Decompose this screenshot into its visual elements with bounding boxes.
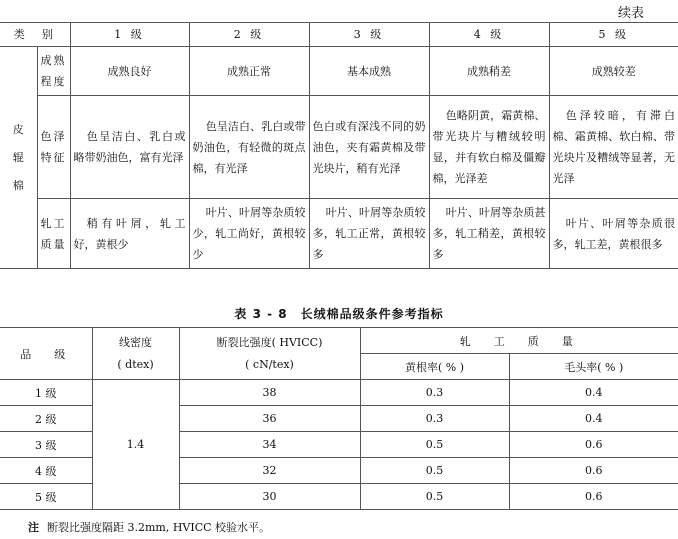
table1-cell: 色略阴黄，霜黄棉、带光块片与糟绒较明显，并有软白棉及僵瓣棉，光泽差 bbox=[429, 96, 549, 199]
strength-cell: 38 bbox=[179, 380, 360, 406]
table1-header-category: 类 别 bbox=[0, 23, 70, 47]
table1-cell: 色呈洁白、乳白或带奶油色，有轻微的斑点棉，有光泽 bbox=[189, 96, 309, 199]
table2-header-yellow-root: 黄根率( % ) bbox=[360, 354, 509, 380]
table-row bbox=[0, 380, 678, 406]
table2-header-grade: 品 级 bbox=[0, 328, 92, 380]
hair-head-cell: 0.4 bbox=[509, 380, 678, 406]
density-value-cell: 1.4 bbox=[92, 380, 179, 510]
long-staple-cotton-grade-table bbox=[0, 327, 678, 510]
strength-unit: ( cN/tex) bbox=[245, 357, 294, 371]
table1-cell: 叶片、叶屑等杂质甚多，轧工稍差，黄根较多 bbox=[429, 199, 549, 269]
row-label-color: 色泽特征 bbox=[37, 96, 70, 199]
table1-header-row bbox=[0, 23, 678, 47]
strength-cell: 36 bbox=[179, 406, 360, 432]
table1-cell: 成熟稍差 bbox=[429, 47, 549, 96]
grade-cell: 4 级 bbox=[0, 458, 92, 484]
table1-cell: 叶片、叶屑等杂质较少，轧工尚好，黄根较少 bbox=[189, 199, 309, 269]
table1-cell: 叶片、叶屑等杂质很多，轧工差，黄根很多 bbox=[549, 199, 678, 269]
yellow-root-cell: 0.5 bbox=[360, 458, 509, 484]
strength-cell: 34 bbox=[179, 432, 360, 458]
table1-header-grade-1: 1 级 bbox=[70, 23, 189, 47]
yellow-root-cell: 0.5 bbox=[360, 432, 509, 458]
grade-cell: 1 级 bbox=[0, 380, 92, 406]
table1-row-maturity bbox=[0, 47, 678, 96]
yellow-root-cell: 0.3 bbox=[360, 406, 509, 432]
note-text: 断裂比强度隔距 3.2mm, HVICC 校验水平。 bbox=[47, 521, 271, 534]
continued-label: 续表 bbox=[617, 6, 644, 21]
table2-header-hair-head: 毛头率( % ) bbox=[509, 354, 678, 380]
table1-cell: 成熟较差 bbox=[549, 47, 678, 96]
table1-row-ginning bbox=[0, 199, 678, 269]
table2-header-ginning: 轧 工 质 量 bbox=[360, 328, 678, 354]
table1-header-grade-5: 5 级 bbox=[549, 23, 678, 47]
table2-header-strength bbox=[179, 328, 360, 380]
category-label: 皮辊棉 bbox=[12, 122, 24, 192]
table1-row-color bbox=[0, 96, 678, 199]
grade-cell: 3 级 bbox=[0, 432, 92, 458]
table1-cell: 基本成熟 bbox=[309, 47, 429, 96]
table1-cell: 成熟正常 bbox=[189, 47, 309, 96]
strength-cell: 32 bbox=[179, 458, 360, 484]
note-label: 注 bbox=[28, 521, 39, 534]
yellow-root-cell: 0.5 bbox=[360, 484, 509, 510]
yellow-root-cell: 0.3 bbox=[360, 380, 509, 406]
table1-category-cell bbox=[0, 47, 37, 269]
density-unit: ( dtex) bbox=[117, 357, 154, 371]
table1-header-grade-3: 3 级 bbox=[309, 23, 429, 47]
table-note bbox=[28, 519, 270, 535]
hair-head-cell: 0.6 bbox=[509, 432, 678, 458]
hair-head-cell: 0.6 bbox=[509, 458, 678, 484]
table1-cell: 色泽较暗，有滞白棉、霜黄棉、软白棉、带光块片及糟绒等显著，无光泽 bbox=[549, 96, 678, 199]
table1-cell: 色白或有深浅不同的奶油色，夹有霜黄棉及带光块片，稍有光泽 bbox=[309, 96, 429, 199]
table2-header-density bbox=[92, 328, 179, 380]
table1-header-grade-4: 4 级 bbox=[429, 23, 549, 47]
table1-cell: 成熟良好 bbox=[70, 47, 189, 96]
table1-cell: 叶片、叶屑等杂质较多，轧工正常，黄根较多 bbox=[309, 199, 429, 269]
row-label-ginning: 轧工质量 bbox=[37, 199, 70, 269]
row-label-maturity: 成熟程度 bbox=[37, 47, 70, 96]
strength-label: 断裂比强度( HVICC) bbox=[216, 335, 323, 349]
density-label: 线密度 bbox=[119, 335, 152, 349]
grade-cell: 5 级 bbox=[0, 484, 92, 510]
table2-title: 表 3 - 8 长绒棉品级条件参考指标 bbox=[234, 307, 444, 321]
table1-cell: 色呈洁白、乳白或略带奶油色，富有光泽 bbox=[70, 96, 189, 199]
saw-gin-cotton-grade-table bbox=[0, 22, 678, 269]
grade-cell: 2 级 bbox=[0, 406, 92, 432]
hair-head-cell: 0.4 bbox=[509, 406, 678, 432]
hair-head-cell: 0.6 bbox=[509, 484, 678, 510]
strength-cell: 30 bbox=[179, 484, 360, 510]
table2-header-row-1 bbox=[0, 328, 678, 354]
table1-header-grade-2: 2 级 bbox=[189, 23, 309, 47]
table1-cell: 稍有叶屑，轧工好，黄根少 bbox=[70, 199, 189, 269]
